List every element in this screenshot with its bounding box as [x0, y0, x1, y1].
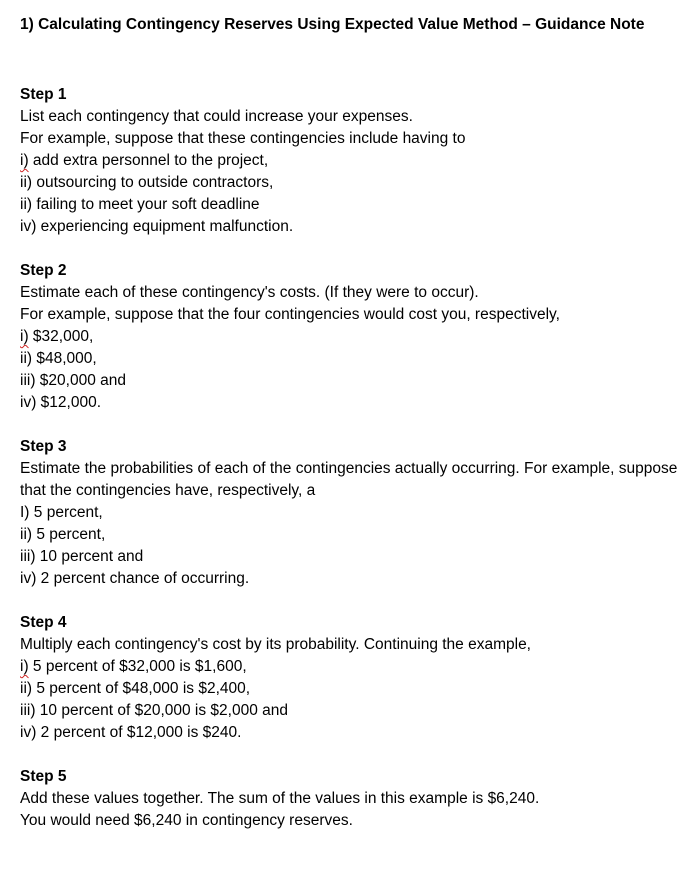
step-5-section	[20, 766, 680, 832]
list-item: iii) 10 percent and	[20, 548, 144, 565]
list-item: iv) experiencing equipment malfunction.	[20, 218, 294, 235]
step-1-section	[20, 84, 680, 238]
step-line: You would need $6,240 in contingency reserves.	[20, 812, 353, 829]
step-heading: Step 3	[20, 438, 67, 455]
spellcheck-marker: i)	[20, 328, 29, 345]
step-2-section	[20, 260, 680, 414]
step-heading: Step 1	[20, 86, 67, 103]
list-item: iv) $12,000.	[20, 394, 101, 411]
list-item-text: 5 percent of $32,000 is $1,600,	[28, 658, 247, 675]
step-line: For example, suppose that these contingencies include having to	[20, 130, 466, 147]
list-item	[20, 656, 680, 678]
list-item	[20, 150, 680, 172]
list-item: ii) $48,000,	[20, 350, 97, 367]
list-item-text: add extra personnel to the project,	[28, 152, 269, 169]
document-body	[20, 14, 680, 832]
step-line: Estimate each of these contingency's costs. (If they were to occur).	[20, 284, 479, 301]
list-item: ii) 5 percent,	[20, 526, 106, 543]
step-heading: Step 2	[20, 262, 67, 279]
list-item: ii) outsourcing to outside contractors,	[20, 174, 274, 191]
list-item: ii) 5 percent of $48,000 is $2,400,	[20, 680, 251, 697]
list-item: ii) failing to meet your soft deadline	[20, 196, 260, 213]
spellcheck-marker: i)	[20, 152, 29, 169]
step-line: For example, suppose that the four contingencies would cost you, respectively,	[20, 306, 560, 323]
list-item: iv) 2 percent chance of occurring.	[20, 570, 250, 587]
list-item-text: $32,000,	[28, 328, 94, 345]
step-heading: Step 4	[20, 614, 67, 631]
step-line: List each contingency that could increase your expenses.	[20, 108, 413, 125]
document-title: 1) Calculating Contingency Reserves Using Expected Value Method – Guidance Note	[20, 16, 645, 33]
list-item: iv) 2 percent of $12,000 is $240.	[20, 724, 242, 741]
list-item: iii) 10 percent of $20,000 is $2,000 and	[20, 702, 288, 719]
list-item	[20, 326, 680, 348]
step-heading: Step 5	[20, 768, 67, 785]
spellcheck-marker: i)	[20, 658, 29, 675]
step-line: Add these values together. The sum of the values in this example is $6,240.	[20, 790, 540, 807]
step-3-section	[20, 436, 680, 590]
step-line: Estimate the probabilities of each of the contingencies actually occurring. For example, suppose that the contingencies have, respectively, a	[20, 460, 678, 499]
list-item: I) 5 percent,	[20, 504, 103, 521]
step-4-section	[20, 612, 680, 744]
step-line: Multiply each contingency's cost by its probability. Continuing the example,	[20, 636, 531, 653]
list-item: iii) $20,000 and	[20, 372, 126, 389]
